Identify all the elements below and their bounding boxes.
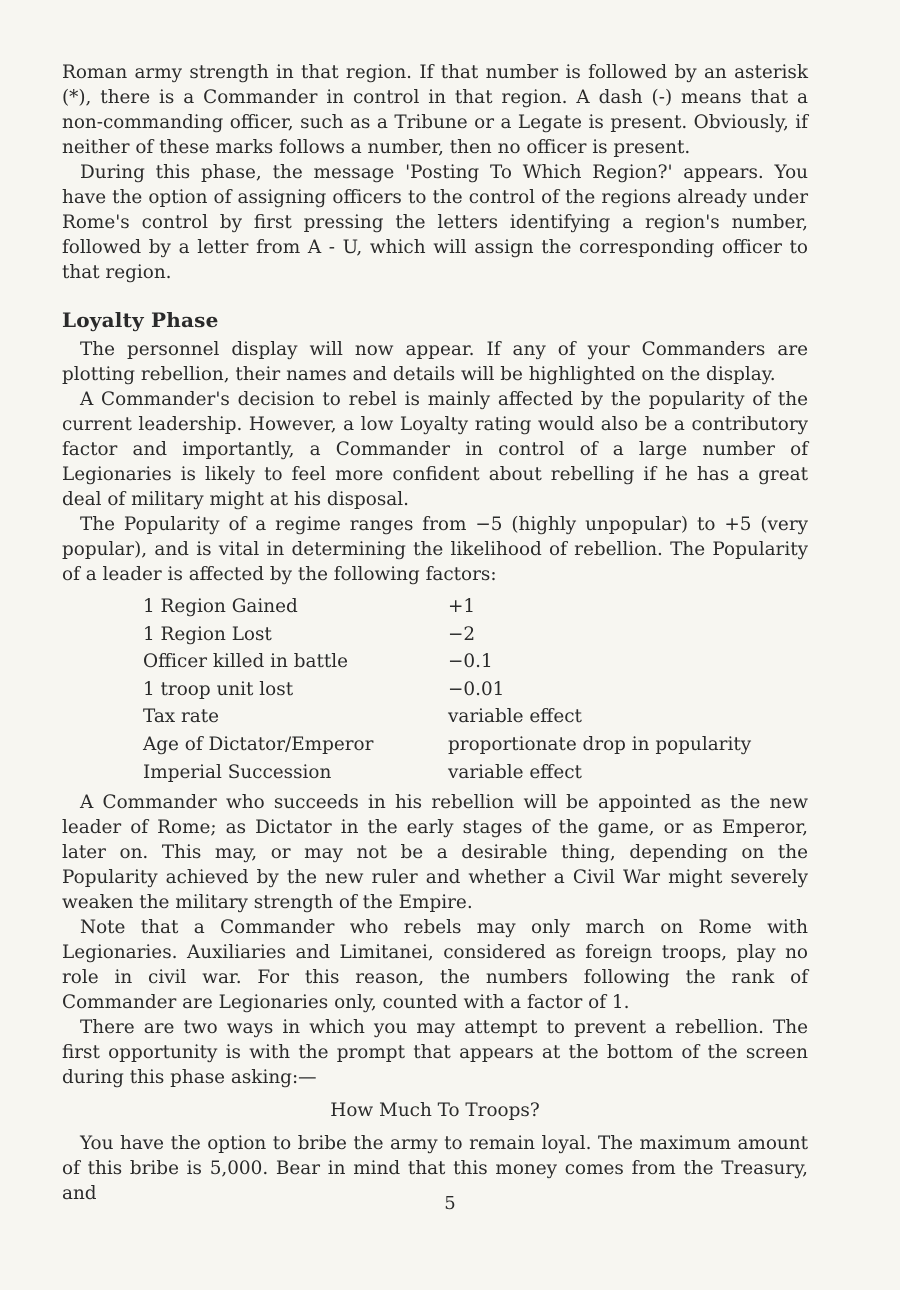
- factor-row: [143, 621, 751, 649]
- factor-name: 1 Region Gained: [143, 596, 298, 617]
- factor-row: [143, 703, 751, 731]
- factor-row: [143, 676, 751, 704]
- factor-row: [143, 593, 751, 621]
- factor-name: 1 Region Lost: [143, 623, 272, 645]
- factor-name: Tax rate: [143, 706, 220, 728]
- loyalty-paragraph-6: There are two ways in which you may attempt to prevent a rebellion. The first opportunity is with the prompt that appears at the bottom of the screen during this phase asking:—: [62, 1017, 808, 1089]
- loyalty-paragraph-1: The personnel display will now appear. If any of your Commanders are plotting rebellion, their names and details will be highlighted on the display.: [62, 339, 808, 385]
- factor-effect: +1: [448, 596, 476, 617]
- factor-name: 1 troop unit lost: [143, 678, 294, 700]
- factor-effect: variable effect: [448, 706, 582, 728]
- loyalty-paragraph-4: A Commander who succeeds in his rebellion will be appointed as the new leader of Rome; as Dictator in the early stages of the game, or as Emperor, later on. This may, or may not be a desirable thing, depending on the Popularity achieved by the new ruler and whether a Civil War might severely weaken the military strength of the Empire.: [62, 792, 808, 914]
- intro-paragraph-1: Roman army strength in that region. If that number is followed by an asterisk (*), there is a Commander in control in that region. A dash (-) means that a non-commanding officer, such as a Tribune or a Legate is present. Obviously, if neither of these marks follows a number, then no officer is present.: [62, 62, 808, 158]
- loyalty-paragraph-7: You have the option to bribe the army to remain loyal. The maximum amount of this bribe is 5,000. Bear in mind that this money comes from the Treasury, and: [62, 1133, 808, 1205]
- popularity-factors-table: [143, 593, 751, 786]
- loyalty-paragraph-2: A Commander's decision to rebel is mainly affected by the popularity of the current leadership. However, a low Loyalty rating would also be a contributory factor and importantly, a Commander in control of a large number of Legionaries is likely to feel more confident about rebelling if he has a great deal of military might at his disposal.: [62, 389, 808, 510]
- factor-row: [143, 731, 751, 759]
- loyalty-paragraph-5: Note that a Commander who rebels may only march on Rome with Legionaries. Auxiliaries and Limitanei, considered as foreign troops, play no role in civil war. For this reason, the numbers following the rank of Commander are Legionaries only, counted with a factor of 1.: [62, 917, 808, 1014]
- intro-paragraph-2: During this phase, the message 'Posting To Which Region?' appears. You have the option of assigning officers to the control of the regions already under Rome's control by first pressing the letters identifying a region's number, followed by a letter from A - U, which will assign the corresponding officer to that region.: [62, 162, 808, 283]
- loyalty-paragraph-3: The Popularity of a regime ranges from −5 (highly unpopular) to +5 (very popular), and is vital in determining the likelihood of rebellion. The Popularity of a leader is affected by the following factors:: [62, 514, 808, 585]
- factor-effect: −0.1: [448, 651, 493, 673]
- section-heading: Loyalty Phase: [62, 308, 219, 332]
- factor-name: Imperial Succession: [143, 761, 332, 783]
- factor-row: [143, 759, 751, 787]
- factor-effect: variable effect: [448, 761, 582, 783]
- factor-effect: −2: [448, 623, 476, 645]
- page-number: 5: [444, 1193, 456, 1214]
- factor-row: [143, 648, 751, 676]
- document-page: [62, 60, 808, 1206]
- factor-effect: proportionate drop in popularity: [448, 733, 752, 755]
- factor-effect: −0.01: [448, 678, 505, 700]
- screen-prompt: How Much To Troops?: [330, 1100, 540, 1122]
- factor-name: Age of Dictator/Emperor: [143, 733, 374, 755]
- factor-name: Officer killed in battle: [143, 651, 348, 673]
